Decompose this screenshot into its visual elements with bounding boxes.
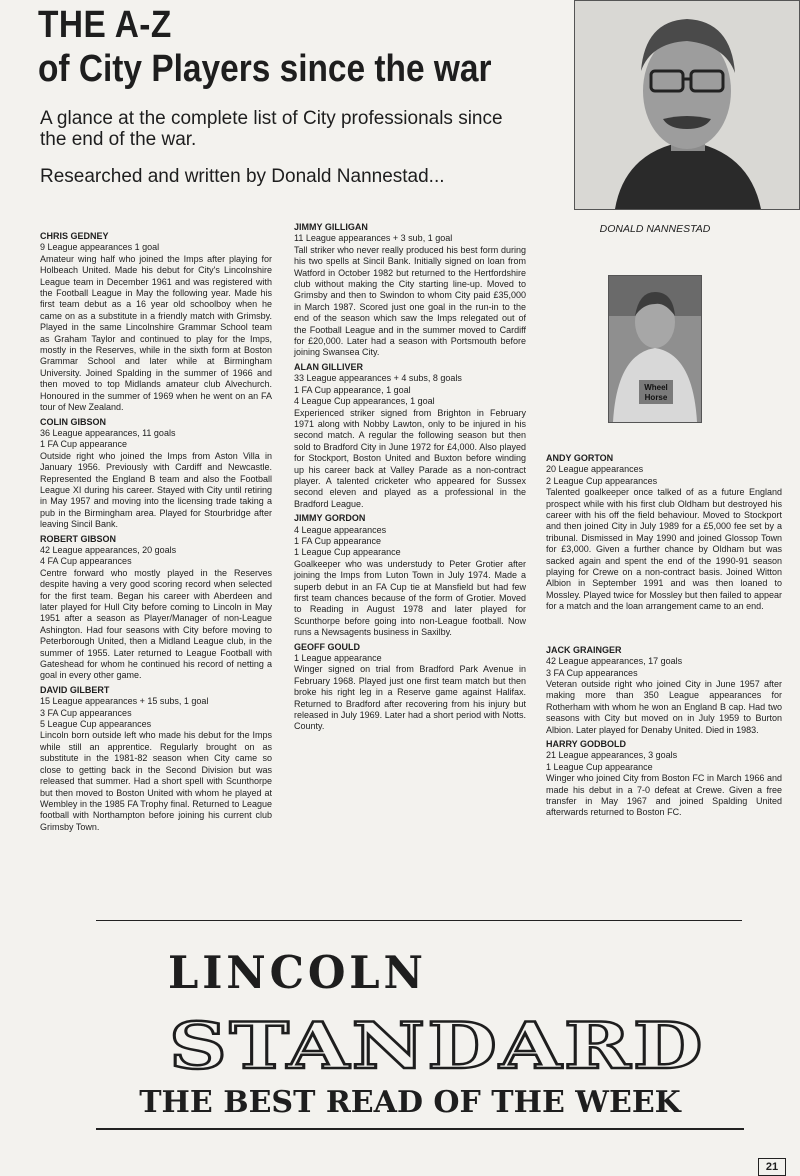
player-bio: Talented goalkeeper once talked of as a future England prospect while with his first club Oldham but destroyed his career with his off the field behaviour. Moved to Stockport and then joined City in July 1989 for a £5,000 fee set by a tribunal. Dismissed in May 1990 and joined Glossop Town for £3,000. Given a further chance by Oldham but was sacked again and spent the end of the 1990-91 season playing for Crewe on a non-contract basis. Joined Witton Albion in September 1991 and was then loaned to Mossley. Played twice for Mossley but then failed to appear for a match and the loan arrangement came to an end. [546, 487, 782, 612]
player-stat: 1 League Cup appearance [294, 547, 401, 558]
player-stat: 3 FA Cup appearances [40, 707, 132, 718]
player-bio: Tall striker who never really produced his best form during his two spells at Sincil Bank. Initially signed on loan from Watford in October 1982 but returned to the Hertfordshire club without making the City starting line-up. Moved to Grimsby and then to Swindon to whom City paid £35,000 in March 1987. Scored just one goal in the run-in to the end of the season which saw the Imps relegated out of the Football League and in the summer moved to Cardiff for £20,000. Later had a season with Portsmouth before joining Swansea City. [294, 244, 526, 358]
column-3 [546, 450, 782, 822]
player-entry [546, 739, 782, 819]
player-stat: 1 FA Cup appearance [40, 439, 128, 450]
page-subtitle: A glance at the complete list of City professionals since the end of the war. [40, 108, 503, 150]
player-name: JIMMY GORDON [294, 513, 366, 524]
advert-tagline: THE BEST READ OF THE WEEK [139, 1085, 681, 1120]
player-name: ROBERT GIBSON [40, 533, 117, 544]
player-bio: Experienced striker signed from Brighton in February 1971 along with Nobby Lawton, only to be injured in his second match. A regular the following season but then sold to Bradford City in June 1972 for £4,000. Also played for Stockport, Boston United and Buxton before winding up his career back at Valley Parade as a non-contract player. A talented cricketer who appeared for Sussex second eleven and played as a professional in the Bradford League. [294, 407, 526, 509]
photo-caption: DONALD NANNESTAD [599, 223, 711, 235]
advert-line-2: STANDARD [169, 1012, 705, 1078]
advert-logo [166, 1012, 708, 1078]
player-name: ANDY GORTON [546, 453, 614, 463]
player-stat: 4 League Cup appearances, 1 goal [294, 396, 435, 407]
player-stat: 4 League appearances [294, 524, 387, 535]
player-bio: Winger signed on trial from Bradford Park Avenue in February 1968. Played just one first team match but then broke his right leg in a Reserve game against Halifax. Returned to Bradford after recovering from his injury but released in July 1969. Later had a short period with Notts. County. [294, 664, 526, 732]
player-entry [546, 645, 782, 736]
player-entry [294, 362, 526, 510]
player-name: ALAN GILLIVER [294, 361, 363, 372]
column-2 [294, 219, 526, 736]
player-name: JIMMY GILLIGAN [294, 222, 368, 232]
player-bio: Lincoln born outside left who made his debut for the Imps while still an apprentice. Regularly brought on as substitute in the 1981-82 season when City came so close to getting back in the Second Division but was released that summer. Had a short spell with Scunthorpe but then moved to Boston United with whom he played at Wembley in the 1985 FA Trophy final. Returned to League football with Northampton before joining his current club Grimsby Town. [40, 730, 272, 832]
player-name: COLIN GIBSON [40, 416, 107, 427]
player-entry [40, 534, 272, 682]
page-title-line-2: of City Players since the war [38, 48, 492, 90]
player-photo [608, 275, 702, 423]
shirt-sponsor-line-2: Horse [644, 393, 668, 402]
player-stat: 1 League Cup appearance [546, 761, 653, 772]
player-entry [294, 513, 526, 638]
page-number: 21 [758, 1158, 786, 1176]
player-entry [294, 642, 526, 733]
player-stat: 20 League appearances [546, 464, 644, 475]
byline: Researched and written by Donald Nannestad... [40, 166, 445, 187]
player-stat: 1 FA Cup appearance [294, 535, 382, 546]
player-entry [40, 685, 272, 833]
advert-underline [96, 1128, 744, 1130]
player-bio: Outside right who joined the Imps from Aston Villa in January 1956. Previously with Cardiff and Newcastle. Represented the England B team and also the Football League XI during his career. Stayed with City until retiring in May 1957 and moving into the licensing trade taking a pub in the Birmingham area. Played for Stourbridge after leaving Sincil Bank. [40, 450, 272, 530]
player-entry [294, 222, 526, 359]
player-bio: Amateur wing half who joined the Imps after playing for Holbeach United. Made his debut for City's Lincolnshire League team in December 1961 and was registered with the Football League in May the following year. Made his first team debut as a 16 year old schoolboy when he came on as a substitute in a friendly match with Grimsby. Played in the same Lincolnshire Grammar School team as Graham Taylor and continued to play for the Imps, mostly in the Reserves, while in the sixth form at Boston Grammar School and later while at Birmingham University. Joined Spalding in the summer of 1966 and then moved to top Midlands amateur club Alvechurch. Honoured in the summer of 1969 when he went on an FA tour of New Zealand. [40, 253, 272, 413]
player-name: DAVID GILBERT [40, 684, 110, 695]
player-stat: 42 League appearances, 20 goals [40, 544, 177, 555]
player-name: JACK GRAINGER [546, 644, 622, 655]
player-stat: 11 League appearances + 3 sub, 1 goal [294, 233, 453, 244]
player-bio: Centre forward who mostly played in the Reserves despite having a very good scoring record when selected for the first team. Began his career with Aberdeen and later played for Hull City before coming to Lincoln in May 1951 after a season as Player/Manager of non-League Ashington. Had four seasons with City before moving to Peterborough United, then a Midland League club, in the summer of 1955. Later returned to League Football with Gateshead for whom he continued his record of netting a goal in every other game. [40, 567, 272, 681]
player-stat: 1 FA Cup appearance, 1 goal [294, 384, 411, 395]
player-name: HARRY GODBOLD [546, 738, 627, 749]
player-entry [546, 453, 782, 613]
player-bio: Veteran outside right who joined City in June 1957 after making more than 350 League appearances for Rotherham with whom he won an England B cap. Had two seasons with City but moved on in July 1959 to Burton Albion. Later played for Denaby United. Died in 1983. [546, 678, 782, 735]
player-stat: 9 League appearances 1 goal [40, 242, 160, 253]
page-title: THE A-Z [38, 4, 172, 46]
player-entry [40, 417, 272, 531]
player-stat: 2 League Cup appearances [546, 475, 658, 486]
player-bio: Winger who joined City from Boston FC in March 1966 and made his debut in a 7-0 defeat at Crewe. Given a free transfer in May 1967 and joined Spalding United afterwards returned to Boston FC. [546, 773, 782, 818]
player-stat: 3 FA Cup appearances [546, 667, 638, 678]
player-name: GEOFF GOULD [294, 641, 360, 652]
player-stat: 4 FA Cup appearances [40, 556, 132, 567]
player-stat: 33 League appearances + 4 subs, 8 goals [294, 373, 462, 384]
column-1 [40, 228, 272, 836]
player-stat: 36 League appearances, 11 goals [40, 427, 176, 438]
advert-line-1: LINCOLN [168, 946, 427, 999]
shirt-sponsor-line-1: Wheel [644, 383, 668, 392]
player-bio: Goalkeeper who was understudy to Peter Grotier after joining the Imps from Luton Town in July 1974. Made a superb debut in an FA Cup tie at Mansfield but had few first team chances because of the form of Grotier. Moved to Reading in August 1978 and later played for Scunthorpe before going into non-League football. Now runs a Newsagents business in Saxilby. [294, 558, 526, 638]
author-photo [574, 0, 800, 210]
player-name: CHRIS GEDNEY [40, 231, 109, 241]
player-stat: 5 League Cup appearances [40, 719, 152, 730]
player-stat: 42 League appearances, 17 goals [546, 656, 683, 667]
player-stat: 1 League appearance [294, 653, 382, 664]
player-entry [40, 231, 272, 414]
player-stat: 21 League appearances, 3 goals [546, 750, 678, 761]
divider [96, 920, 742, 921]
player-stat: 15 League appearances + 15 subs, 1 goal [40, 696, 209, 707]
